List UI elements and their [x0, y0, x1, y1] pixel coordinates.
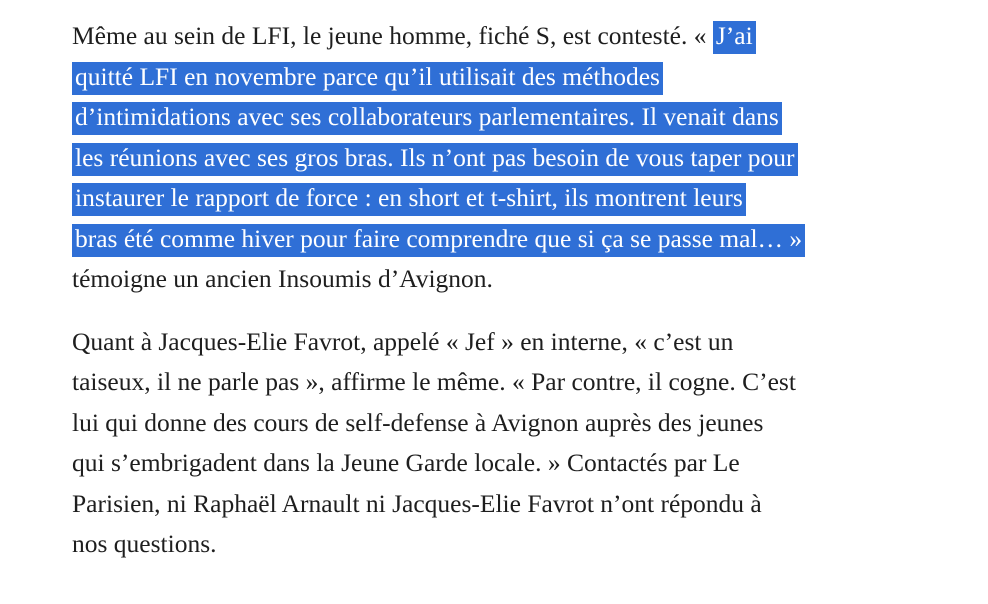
text-line	[72, 97, 952, 138]
text-line: Quant à Jacques-Elie Favrot, appelé « Jef » en interne, « c’est un	[72, 326, 734, 356]
selected-text[interactable]: J’ai	[713, 21, 756, 54]
text-line: nos questions.	[72, 529, 217, 558]
text-line	[72, 178, 952, 219]
selected-text[interactable]: les réunions avec ses gros bras. Ils n’ont pas besoin de vous taper pour	[72, 143, 798, 176]
text-line	[72, 219, 952, 260]
text-run: Même au sein de LFI, le jeune homme, fiché S, est contesté. «	[72, 21, 713, 50]
text-line: lui qui donne des cours de self-defense à Avignon auprès des jeunes	[72, 407, 764, 437]
article-body	[72, 16, 952, 565]
text-line: Parisien, ni Raphaël Arnault ni Jacques-Elie Favrot n’ont répondu à	[72, 488, 762, 518]
paragraph-favrot[interactable]	[72, 322, 952, 565]
selected-text[interactable]: bras été comme hiver pour faire comprendre que si ça se passe mal… »	[72, 224, 805, 257]
text-line: taiseux, il ne parle pas », affirme le même. « Par contre, il cogne. C’est	[72, 367, 796, 396]
text-line	[72, 57, 952, 98]
text-line	[72, 16, 952, 57]
text-line	[72, 138, 952, 179]
text-run: témoigne un ancien Insoumis d’Avignon.	[72, 264, 493, 293]
selected-text[interactable]: instaurer le rapport de force : en short et t-shirt, ils montrent leurs	[72, 183, 746, 216]
paragraph-quote[interactable]	[72, 16, 952, 300]
selected-text[interactable]: d’intimidations avec ses collaborateurs parlementaires. Il venait dans	[72, 102, 782, 135]
text-line: qui s’embrigadent dans la Jeune Garde locale. » Contactés par Le	[72, 448, 740, 477]
selected-text[interactable]: quitté LFI en novembre parce qu’il utilisait des méthodes	[72, 62, 663, 95]
text-line	[72, 259, 952, 300]
